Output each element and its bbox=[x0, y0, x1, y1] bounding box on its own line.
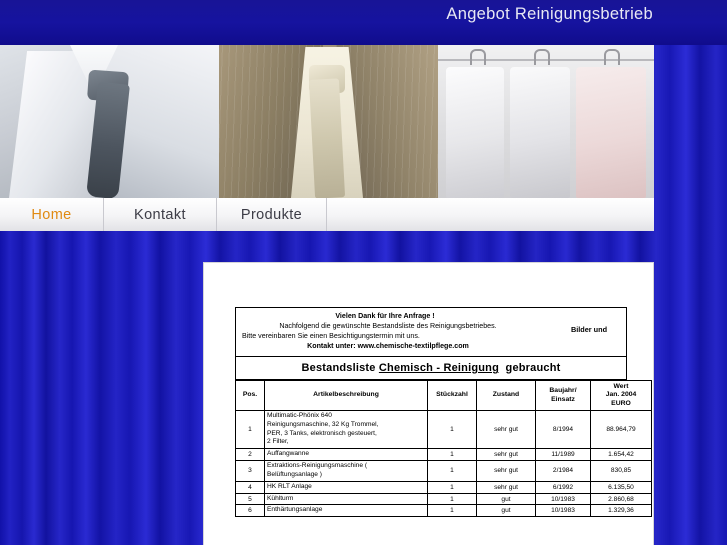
cell-value: 1.329,36 bbox=[591, 505, 652, 517]
banner-image-hanging-garments bbox=[438, 45, 654, 198]
intro-line-2: Nachfolgend die gewünschte Bestandsliste des Reinigungsbetriebes. bbox=[279, 322, 497, 331]
cell-condition: gut bbox=[477, 493, 536, 505]
column-header-value-line3: EURO bbox=[611, 399, 631, 407]
column-header-quantity: Stückzahl bbox=[428, 381, 477, 411]
column-header-description: Artikelbeschreibung bbox=[265, 381, 428, 411]
cell-quantity: 1 bbox=[428, 461, 477, 482]
cell-value: 1.654,42 bbox=[591, 449, 652, 461]
list-title-prefix: Bestandsliste bbox=[301, 362, 376, 374]
nav-item-home[interactable]: Home bbox=[0, 198, 104, 231]
intro-line-4: Kontakt unter: www.chemische-textilpflege.com bbox=[307, 342, 469, 351]
nav-item-produkte[interactable]: Produkte bbox=[217, 198, 327, 231]
cell-pos: 6 bbox=[236, 505, 265, 517]
document-preview-page bbox=[204, 263, 653, 545]
cell-pos: 4 bbox=[236, 481, 265, 493]
cell-value: 88.964,79 bbox=[591, 411, 652, 449]
nav-item-kontakt[interactable]: Kontakt bbox=[104, 198, 217, 231]
banner-image-striped-suit bbox=[219, 45, 438, 198]
cell-condition: sehr gut bbox=[477, 449, 536, 461]
inventory-table bbox=[235, 380, 652, 517]
banner-image-strip bbox=[0, 45, 654, 198]
cell-year: 11/1989 bbox=[536, 449, 591, 461]
list-title bbox=[235, 357, 627, 380]
cell-description: Extraktions-Reinigungsmaschine ( Belüftungsanlage ) bbox=[265, 461, 428, 482]
cell-description: Auffangwanne bbox=[265, 449, 428, 461]
cell-description: Kühlturm bbox=[265, 493, 428, 505]
cell-year: 8/1994 bbox=[536, 411, 591, 449]
cell-quantity: 1 bbox=[428, 493, 477, 505]
cell-pos: 5 bbox=[236, 493, 265, 505]
banner-image-shirts-and-tie bbox=[0, 45, 219, 198]
intro-badge-bilder: Bilder und bbox=[570, 325, 608, 334]
table-row bbox=[236, 411, 652, 449]
cell-value: 6.135,50 bbox=[591, 481, 652, 493]
cell-value: 2.860,68 bbox=[591, 493, 652, 505]
cell-condition: sehr gut bbox=[477, 481, 536, 493]
cell-quantity: 1 bbox=[428, 481, 477, 493]
column-header-year bbox=[536, 381, 591, 411]
cell-description: HK RLT Anlage bbox=[265, 481, 428, 493]
cell-condition: gut bbox=[477, 505, 536, 517]
main-navigation bbox=[0, 198, 654, 231]
cell-year: 6/1992 bbox=[536, 481, 591, 493]
table-row bbox=[236, 493, 652, 505]
cell-pos: 1 bbox=[236, 411, 265, 449]
column-header-value-line2: Jan. 2004 bbox=[605, 391, 637, 399]
document-content bbox=[235, 307, 637, 517]
table-body bbox=[236, 411, 652, 517]
list-title-underlined: Chemisch - Reinigung bbox=[378, 362, 500, 374]
nav-filler bbox=[327, 198, 654, 231]
column-header-value-line1: Wert bbox=[613, 382, 629, 390]
intro-line-3: Bitte vereinbaren Sie einen Besichtigungstermin mit uns. bbox=[242, 332, 420, 341]
cell-condition: sehr gut bbox=[477, 411, 536, 449]
cell-year: 2/1984 bbox=[536, 461, 591, 482]
table-row bbox=[236, 481, 652, 493]
cell-pos: 3 bbox=[236, 461, 265, 482]
cell-description: Multimatic-Phönix 640 Reinigungsmaschine, 32 Kg Trommel, PER, 3 Tanks, elektronisch gesteuert, 2 Filter, bbox=[265, 411, 428, 449]
table-header-row bbox=[236, 381, 652, 411]
cell-condition: sehr gut bbox=[477, 461, 536, 482]
cell-quantity: 1 bbox=[428, 505, 477, 517]
intro-line-1: Vielen Dank für Ihre Anfrage ! bbox=[335, 312, 435, 320]
column-header-pos: Pos. bbox=[236, 381, 265, 411]
column-header-year-line2: Einsatz bbox=[551, 395, 575, 403]
cell-pos: 2 bbox=[236, 449, 265, 461]
site-header bbox=[0, 0, 727, 45]
cell-year: 10/1983 bbox=[536, 493, 591, 505]
cell-quantity: 1 bbox=[428, 449, 477, 461]
table-row bbox=[236, 461, 652, 482]
table-row bbox=[236, 449, 652, 461]
list-title-suffix: gebraucht bbox=[505, 362, 561, 374]
page-title: Angebot Reinigungsbetrieb bbox=[446, 5, 653, 23]
cell-description: Enthärtungsanlage bbox=[265, 505, 428, 517]
cell-quantity: 1 bbox=[428, 411, 477, 449]
intro-box bbox=[235, 307, 627, 357]
column-header-year-line1: Baujahr/ bbox=[549, 387, 577, 395]
column-header-value bbox=[591, 381, 652, 411]
column-header-condition: Zustand bbox=[477, 381, 536, 411]
cell-year: 10/1983 bbox=[536, 505, 591, 517]
table-row bbox=[236, 505, 652, 517]
cell-value: 830,85 bbox=[591, 461, 652, 482]
